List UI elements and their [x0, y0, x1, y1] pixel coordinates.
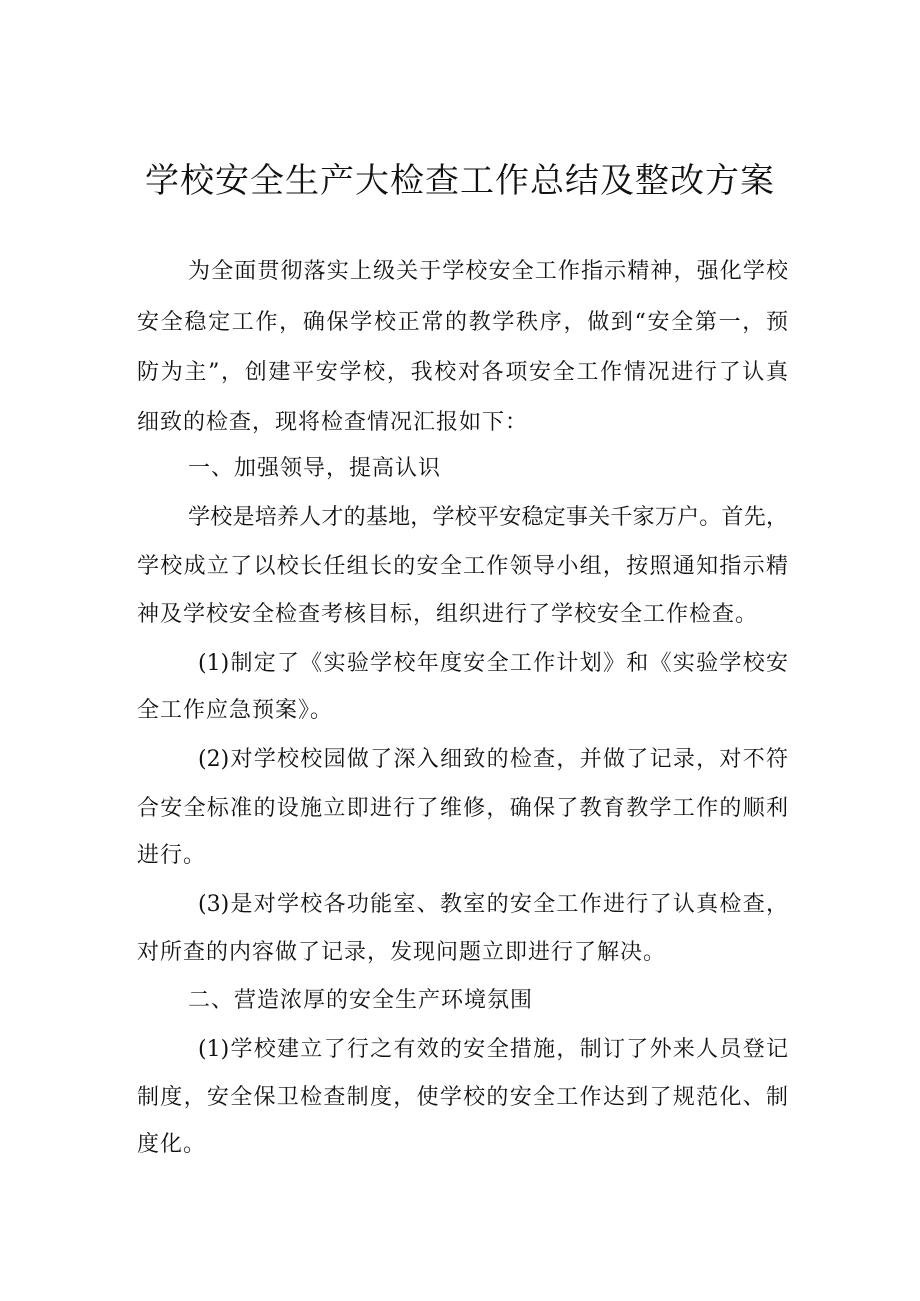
paragraph-line: 细致的检查，现将检查情况汇报如下：	[137, 410, 529, 435]
section-heading: 一、加强领导，提高认识	[188, 456, 442, 481]
list-item-line: 度化。	[137, 1132, 207, 1157]
paragraph-line: 学校成立了以校长任组长的安全工作领导小组，按照通知指示精	[137, 554, 788, 579]
list-item-line: 合安全标准的设施立即进行了维修，确保了教育教学工作的顺利	[137, 796, 788, 821]
document-title: 学校安全生产大检查工作总结及整改方案	[145, 161, 775, 201]
list-item-line: (1)制定了《实验学校年度安全工作计划》和《实验学校安	[198, 651, 788, 676]
paragraph-line: 神及学校安全检查考核目标，组织进行了学校安全工作检查。	[137, 602, 759, 627]
list-item-line: 制度，安全保卫检查制度，使学校的安全工作达到了规范化、制	[137, 1085, 788, 1110]
list-item-line: 进行。	[137, 843, 207, 868]
list-item-line: (1)学校建立了行之有效的安全措施，制订了外来人员登记	[198, 1037, 788, 1062]
list-item-line: 对所查的内容做了记录，发现问题立即进行了解决。	[137, 940, 667, 965]
section-heading: 二、营造浓厚的安全生产环境氛围	[188, 988, 534, 1013]
paragraph-line: 学校是培养人才的基地，学校平安稳定事关千家万户。首先，	[188, 505, 788, 530]
paragraph-line: 为全面贯彻落实上级关于学校安全工作指示精神，强化学校	[188, 259, 788, 284]
list-item-line: (2)对学校校园做了深入细致的检查，并做了记录，对不符	[198, 747, 788, 772]
paragraph-line: 防为主”，创建平安学校，我校对各项安全工作情况进行了认真	[137, 360, 788, 385]
paragraph-line: 安全稳定工作，确保学校正常的教学秩序，做到“安全第一，预	[137, 310, 788, 335]
list-item-line: 全工作应急预案》。	[137, 698, 334, 723]
list-item-line: (3)是对学校各功能室、教室的安全工作进行了认真检查，	[198, 892, 788, 917]
